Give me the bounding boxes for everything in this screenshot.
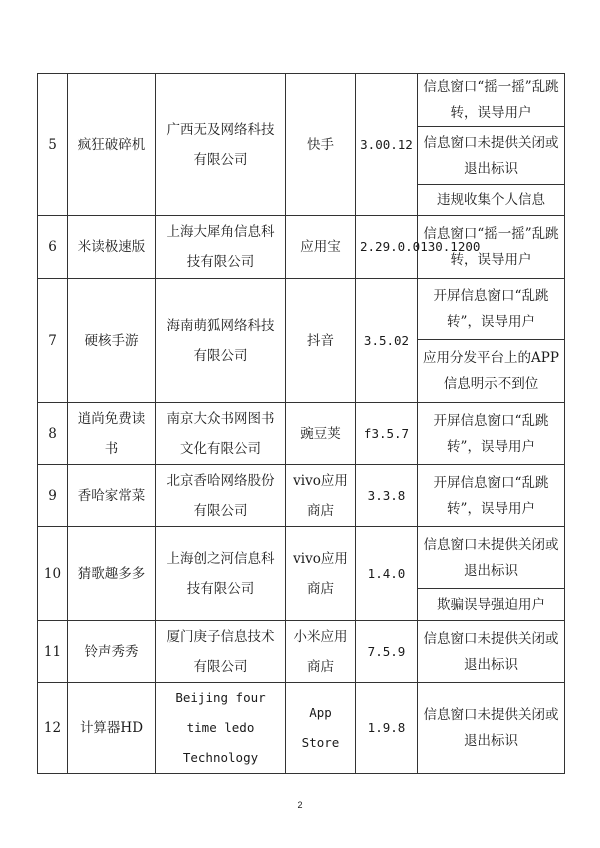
issue-text: 开屏信息窗口“乱跳转”，误导用户: [418, 279, 565, 340]
app-version: 3.5.02: [356, 279, 418, 403]
table-row: [38, 465, 565, 527]
table-row: [38, 279, 565, 340]
row-number: 8: [38, 403, 68, 465]
app-name: 逍尚免费读书: [68, 403, 156, 465]
page-number: 2: [297, 800, 303, 810]
row-number: 9: [38, 465, 68, 527]
app-version: 3.00.12: [356, 74, 418, 216]
app-issues-table: [37, 73, 565, 774]
app-version: f3.5.7: [356, 403, 418, 465]
row-number: 10: [38, 527, 68, 621]
table-row: [38, 683, 565, 774]
issue-text: 开屏信息窗口“乱跳转”，误导用户: [418, 465, 565, 527]
row-number: 7: [38, 279, 68, 403]
issue-text: 信息窗口未提供关闭或退出标识: [418, 527, 565, 589]
app-name: 硬核手游: [68, 279, 156, 403]
row-number: 5: [38, 74, 68, 216]
row-number: 12: [38, 683, 68, 774]
issue-text: 信息窗口未提供关闭或退出标识: [418, 683, 565, 774]
row-number: 11: [38, 621, 68, 683]
app-version: 2.29.0.0130.1200: [356, 216, 418, 279]
distribution-platform: vivo应用商店: [286, 527, 356, 621]
company-name: 厦门庚子信息技术有限公司: [156, 621, 286, 683]
company-name: 海南萌狐网络科技有限公司: [156, 279, 286, 403]
app-name: 米读极速版: [68, 216, 156, 279]
issue-text: 违规收集个人信息: [418, 185, 565, 216]
issue-text: 开屏信息窗口“乱跳转”，误导用户: [418, 403, 565, 465]
company-name: 广西无及网络科技有限公司: [156, 74, 286, 216]
app-name: 猜歌趣多多: [68, 527, 156, 621]
app-version: 3.3.8: [356, 465, 418, 527]
app-version: 1.9.8: [356, 683, 418, 774]
issue-text: 欺骗误导强迫用户: [418, 589, 565, 621]
company-name: 上海大犀角信息科技有限公司: [156, 216, 286, 279]
app-name: 香哈家常菜: [68, 465, 156, 527]
issue-text: 信息窗口“摇一摇”乱跳转，误导用户: [418, 74, 565, 127]
app-name: 疯狂破碎机: [68, 74, 156, 216]
app-version: 7.5.9: [356, 621, 418, 683]
company-name: Beijing four time ledo Technology: [156, 683, 286, 774]
table-row: [38, 403, 565, 465]
distribution-platform: 应用宝: [286, 216, 356, 279]
table-row: [38, 527, 565, 589]
issue-text: 应用分发平台上的APP信息明示不到位: [418, 340, 565, 403]
table-row: [38, 74, 565, 127]
distribution-platform: 快手: [286, 74, 356, 216]
app-version: 1.4.0: [356, 527, 418, 621]
table-row: [38, 621, 565, 683]
company-name: 北京香哈网络股份有限公司: [156, 465, 286, 527]
issue-text: 信息窗口“摇一摇”乱跳转，误导用户: [418, 216, 565, 279]
issue-text: 信息窗口未提供关闭或退出标识: [418, 621, 565, 683]
row-number: 6: [38, 216, 68, 279]
distribution-platform: 小米应用商店: [286, 621, 356, 683]
company-name: 上海创之河信息科技有限公司: [156, 527, 286, 621]
distribution-platform: vivo应用商店: [286, 465, 356, 527]
table-row: [38, 216, 565, 279]
distribution-platform: App Store: [286, 683, 356, 774]
distribution-platform: 抖音: [286, 279, 356, 403]
distribution-platform: 豌豆荚: [286, 403, 356, 465]
issue-text: 信息窗口未提供关闭或退出标识: [418, 127, 565, 185]
company-name: 南京大众书网图书文化有限公司: [156, 403, 286, 465]
app-name: 铃声秀秀: [68, 621, 156, 683]
app-name: 计算器HD: [68, 683, 156, 774]
